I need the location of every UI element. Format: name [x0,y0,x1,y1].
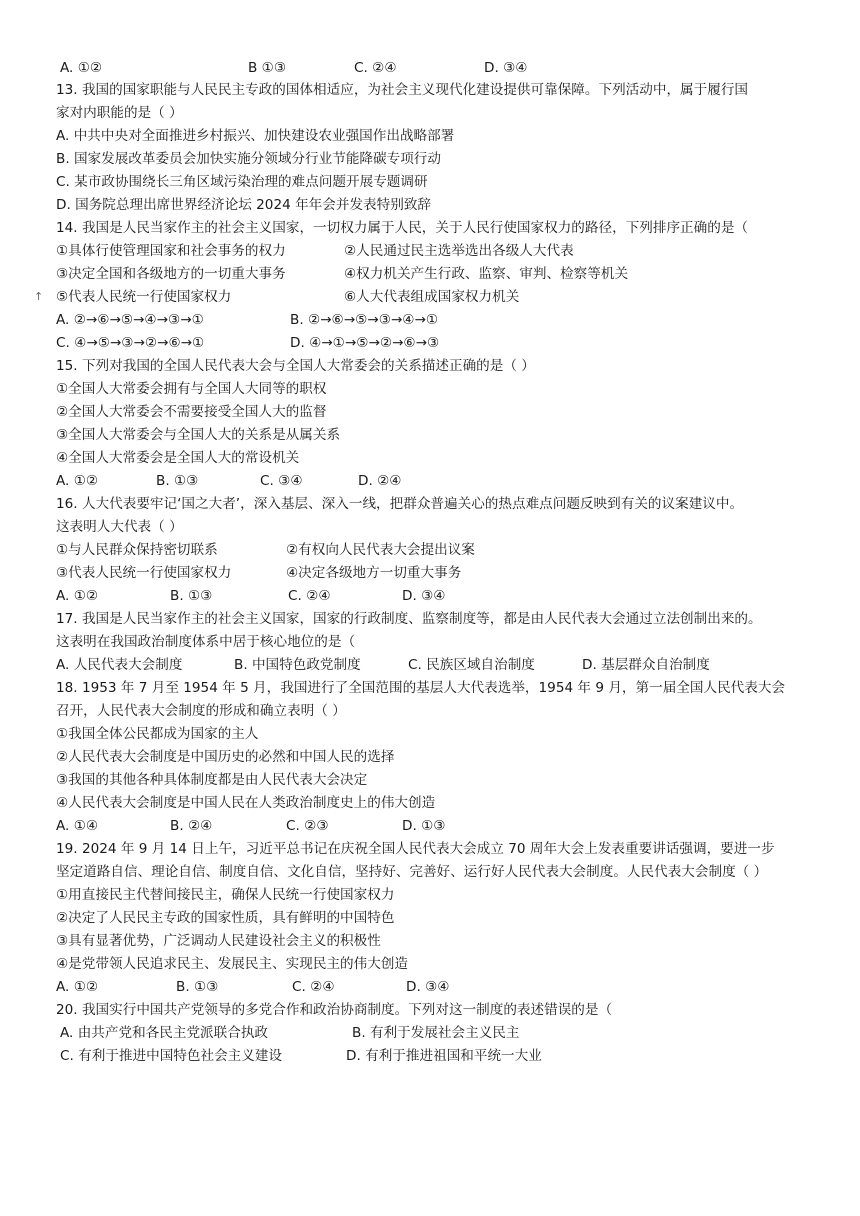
q14-item-5: ⑤代表人民统一行使国家权力 [56,289,232,305]
q17-option-b: B. 中国特色政党制度 [234,657,361,673]
q15-item-4: ④全国人大常委会是全国人大的常设机关 [56,450,300,466]
q14-item-2: ②人民通过民主选举选出各级人大代表 [344,243,574,259]
q12-options [60,58,820,78]
q18-item-4: ④人民代表大会制度是中国人民在人类政治制度史上的伟大创造 [56,795,436,811]
q19-option-b: B. ①③ [176,979,219,995]
q18-option-d: D. ①③ [402,818,446,834]
q19-option-a: A. ①② [56,979,99,995]
q20-stem: 20. 我国实行中国共产党领导的多党合作和政治协商制度。下列对这一制度的表述错误的是（ [56,1002,613,1018]
q17-options [56,655,776,675]
q16-option-b: B. ①③ [170,588,213,604]
q19-stem-line2: 坚定道路自信、理论自信、制度自信、文化自信，坚持好、完善好、运行好人民代表大会制度。人民代表大会制度（ ） [56,864,768,880]
q13-option-c: C. 某市政协围绕长三角区域污染治理的难点问题开展专题调研 [56,174,428,190]
q14-stem: 14. 我国是人民当家作主的社会主义国家，一切权力属于人民，关于人民行使国家权力的路径，下列排序正确的是（ [56,220,749,236]
q15-option-d: D. ②④ [358,473,402,489]
q19-item-3: ③具有显著优势，广泛调动人民建设社会主义的积极性 [56,933,381,949]
q14-option-b: B. ②→⑥→⑤→③→④→① [290,312,439,328]
q16-item-1: ①与人民群众保持密切联系 [56,542,218,558]
q19-option-c: C. ②④ [292,979,335,995]
q18-item-3: ③我国的其他各种具体制度都是由人民代表大会决定 [56,772,368,788]
q14-option-c: C. ④→⑤→③→②→⑥→① [56,335,205,351]
q18-option-a: A. ①④ [56,818,99,834]
margin-mark: ↑ [34,290,44,303]
q16-stem-line1: 16. 人大代表要牢记‘国之大者’，深入基层、深入一线，把群众普遍关心的热点难点问题反映到有关的议案建议中。 [56,496,744,512]
q20-option-a: A. 由共产党和各民主党派联合执政 [60,1025,269,1041]
q12-option-a: A. ①② [60,60,103,76]
q19-item-1: ①用直接民主代替间接民主，确保人民统一行使国家权力 [56,887,395,903]
q13-stem-line2: 家对内职能的是（ ） [56,105,183,121]
q16-item-3: ③代表人民统一行使国家权力 [56,565,232,581]
q12-option-c: C. ②④ [354,60,397,76]
q15-item-2: ②全国人大常委会不需要接受全国人大的监督 [56,404,327,420]
q14-item-1: ①具体行使管理国家和社会事务的权力 [56,243,286,259]
q17-option-a: A. 人民代表大会制度 [56,657,183,673]
q16-stem-line2: 这表明人大代表（ ） [56,519,183,535]
q19-options [56,977,496,997]
q15-option-c: C. ③④ [260,473,303,489]
q20-option-b: B. 有利于发展社会主义民主 [352,1025,520,1041]
q19-item-4: ④是党带领人民追求民主、发展民主、实现民主的伟大创造 [56,956,409,972]
q14-option-d: D. ④→①→⑤→②→⑥→③ [290,335,440,351]
q19-stem-line1: 19. 2024 年 9 月 14 日上午，习近平总书记在庆祝全国人民代表大会成立 70 周年大会上发表重要讲话强调，要进一步 [56,841,775,857]
q17-option-c: C. 民族区域自治制度 [408,657,535,673]
q17-stem-line1: 17. 我国是人民当家作主的社会主义国家，国家的行政制度、监察制度等，都是由人民代表大会通过立法创制出来的。 [56,611,762,627]
q16-option-c: C. ②④ [288,588,331,604]
q18-options [56,816,496,836]
q12-option-d: D. ③④ [484,60,528,76]
q15-option-b: B. ①③ [156,473,199,489]
q19-item-2: ②决定了人民民主专政的国家性质，具有鲜明的中国特色 [56,910,395,926]
q14-item-6: ⑥人大代表组成国家权力机关 [344,289,520,305]
q13-stem-line1: 13. 我国的国家职能与人民民主专政的国体相适应，为社会主义现代化建设提供可靠保障。下列活动中，属于履行国 [56,82,749,98]
q20-option-c: C. 有利于推进中国特色社会主义建设 [60,1048,283,1064]
q14-option-a: A. ②→⑥→⑤→④→③→① [56,312,204,328]
q13-option-a: A. 中共中央对全面推进乡村振兴、加快建设农业强国作出战略部署 [56,128,455,144]
q19-option-d: D. ③④ [406,979,450,995]
q18-item-1: ①我国全体公民都成为国家的主人 [56,726,259,742]
q20-option-d: D. 有利于推进祖国和平统一大业 [346,1048,542,1064]
q14-item-4: ④权力机关产生行政、监察、审判、检察等机关 [344,266,629,282]
q16-option-d: D. ③④ [402,588,446,604]
q15-options [56,471,456,491]
q13-option-d: D. 国务院总理出席世界经济论坛 2024 年年会并发表特别致辞 [56,197,432,213]
q12-option-b: B ①③ [248,60,287,76]
q15-item-3: ③全国人大常委会与全国人大的关系是从属关系 [56,427,341,443]
q17-option-d: D. 基层群众自治制度 [582,657,710,673]
q15-stem: 15. 下列对我国的全国人民代表大会与全国人大常委会的关系描述正确的是（ ） [56,358,535,374]
q15-item-1: ①全国人大常委会拥有与全国人大同等的职权 [56,381,327,397]
q13-option-b: B. 国家发展改革委员会加快实施分领域分行业节能降碳专项行动 [56,151,441,167]
q18-option-b: B. ②④ [170,818,213,834]
q14-item-3: ③决定全国和各级地方的一切重大事务 [56,266,286,282]
q18-stem-line1: 18. 1953 年 7 月至 1954 年 5 月，我国进行了全国范围的基层人大代表选举，1954 年 9 月，第一届全国人民代表大会 [56,680,786,696]
q18-option-c: C. ②③ [286,818,329,834]
q16-option-a: A. ①② [56,588,99,604]
q16-options [56,586,456,606]
q18-stem-line2: 召开，人民代表大会制度的形成和确立表明（ ） [56,703,346,719]
q16-item-2: ②有权向人民代表大会提出议案 [286,542,475,558]
q16-item-4: ④决定各级地方一切重大事务 [286,565,462,581]
q17-stem-line2: 这表明在我国政治制度体系中居于核心地位的是（ [56,634,356,650]
q18-item-2: ②人民代表大会制度是中国历史的必然和中国人民的选择 [56,749,395,765]
q15-option-a: A. ①② [56,473,99,489]
